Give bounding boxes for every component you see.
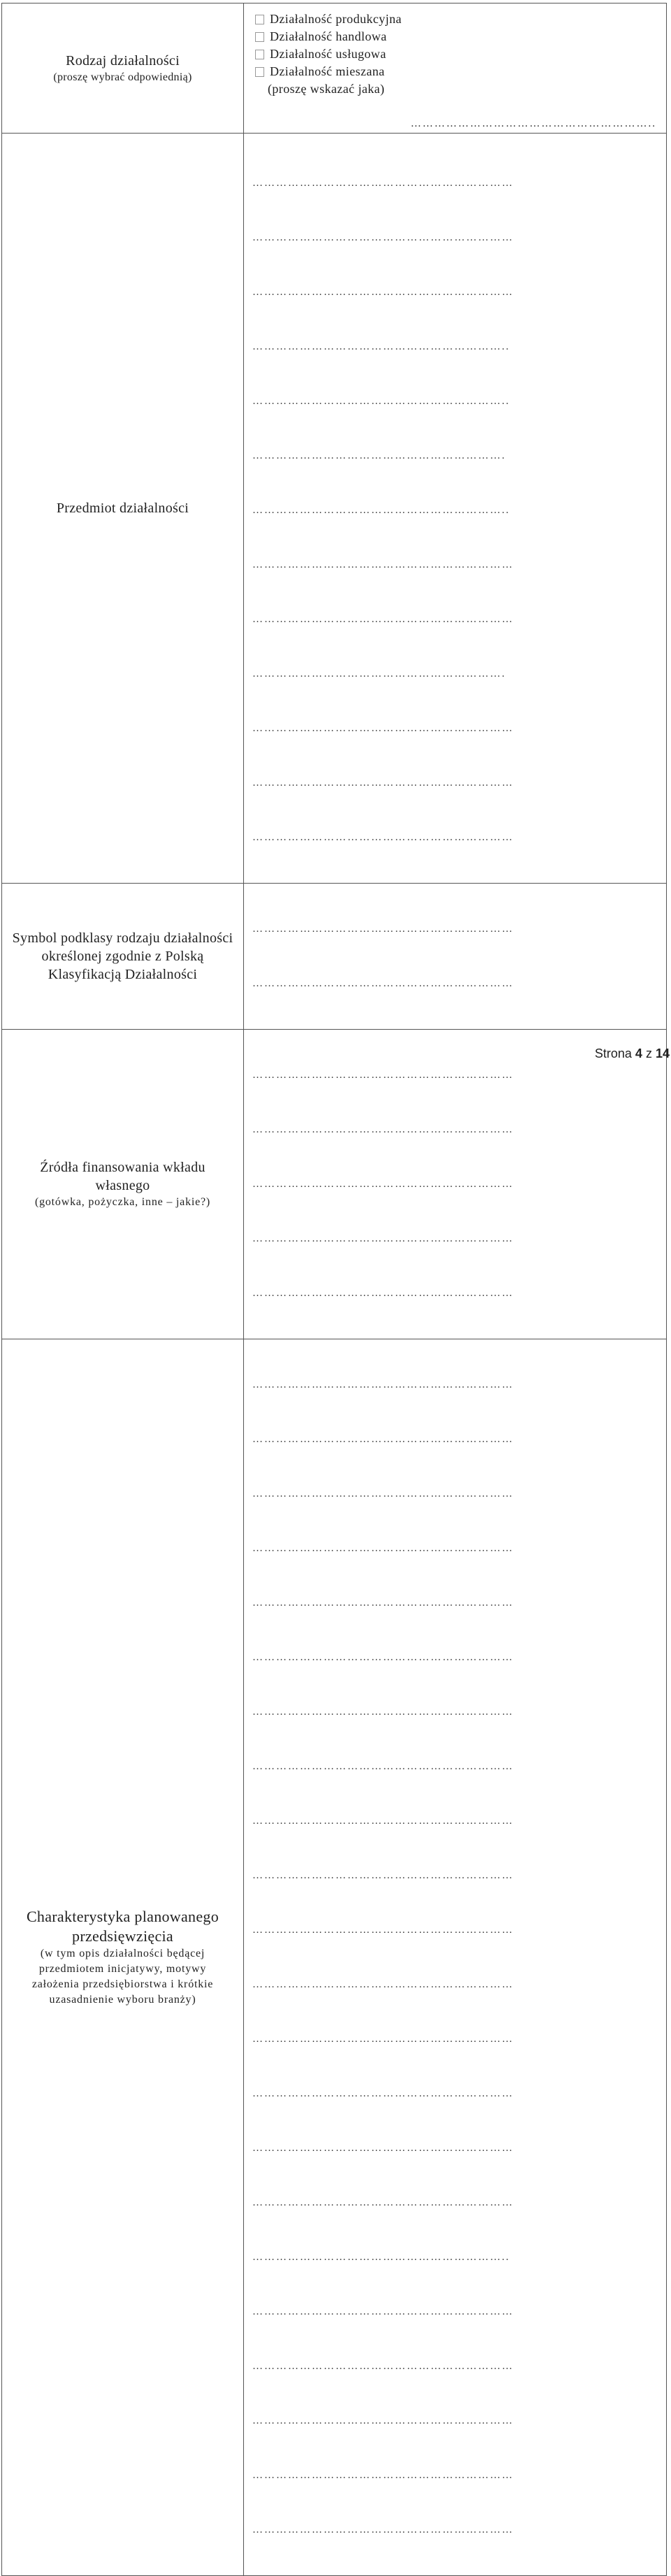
fill-line: ………………………………………………………… bbox=[252, 1597, 514, 1609]
row-zrodla bbox=[2, 1030, 667, 1339]
fill-line: ………………………………………………………… bbox=[252, 2197, 514, 2208]
checkbox-icon[interactable] bbox=[255, 50, 264, 59]
fill-line: ………………………………………………………… bbox=[252, 559, 514, 570]
option-label: Działalność usługowa bbox=[270, 47, 387, 61]
business-form-table bbox=[1, 3, 667, 2576]
fill-line: ………………………………………………………… bbox=[252, 2143, 514, 2154]
fill-line: ………………………………………………………… bbox=[252, 923, 514, 935]
checkbox-icon[interactable] bbox=[255, 32, 264, 42]
label-cell-zrodla bbox=[2, 1030, 244, 1339]
option-label: Działalność handlowa bbox=[270, 29, 387, 43]
option-handlowa[interactable] bbox=[255, 28, 666, 45]
row-rodzaj bbox=[2, 3, 667, 134]
fill-line: ……………………………………………………….. bbox=[252, 341, 510, 352]
fill-line: ………………………………………………………… bbox=[252, 1979, 514, 1990]
current-page: 4 bbox=[635, 1046, 642, 1060]
label-cell-rodzaj bbox=[2, 3, 244, 134]
fill-line: ………………………………………………………… bbox=[252, 723, 514, 734]
label-cell-symbol bbox=[2, 884, 244, 1030]
option-produkcyjna[interactable] bbox=[255, 10, 666, 28]
fill-line: ………………………………………………………… bbox=[252, 614, 514, 625]
fill-line: ……………………………………………………….. bbox=[252, 505, 510, 516]
fill-line: ………………………………………………………… bbox=[252, 1233, 514, 1244]
fill-line: ………………………………………………………… bbox=[252, 1070, 514, 1081]
fill-line: ………………………………………………………… bbox=[252, 2361, 514, 2372]
zrodla-title: Źródła finansowania wkładu własnego bbox=[40, 1160, 205, 1193]
fill-line: ………………………………………………………… bbox=[252, 2524, 514, 2535]
fill-line: ……………………………………………………….. bbox=[252, 396, 510, 407]
rodzaj-subtitle: (proszę wybrać odpowiednią) bbox=[53, 71, 192, 83]
label-cell-charakterystyka bbox=[2, 1339, 244, 2576]
fill-line: ……………………………………………………….. bbox=[252, 2252, 510, 2263]
checkbox-icon[interactable] bbox=[255, 15, 264, 24]
rodzaj-title: Rodzaj działalności bbox=[66, 52, 180, 69]
row-symbol bbox=[2, 884, 667, 1030]
rodzaj-fill-line[interactable]: …………………………………………………….. bbox=[410, 118, 656, 129]
fill-line: ………………………………………………………… bbox=[252, 232, 514, 243]
fill-cell-przedmiot[interactable] bbox=[244, 134, 667, 884]
przedmiot-title: Przedmiot działalności bbox=[56, 501, 189, 516]
total-pages: 14 bbox=[655, 1046, 670, 1060]
fill-line: ………………………………………………………… bbox=[252, 2470, 514, 2481]
zrodla-lines bbox=[244, 1030, 666, 1339]
fill-line: ………………………………………………………… bbox=[252, 1124, 514, 1135]
fill-line: ………………………………………………………… bbox=[252, 777, 514, 789]
option-label: Działalność produkcyjna bbox=[270, 12, 402, 26]
fill-line: ………………………………………………………… bbox=[252, 2415, 514, 2426]
fill-line: ………………………………………………………… bbox=[252, 2034, 514, 2045]
przedmiot-lines bbox=[244, 134, 666, 883]
fill-line: ………………………………………………………… bbox=[252, 1179, 514, 1190]
fill-line: ………………………………………………………… bbox=[252, 832, 514, 843]
charakterystyka-lines bbox=[244, 1339, 666, 2575]
fill-line: ………………………………………………………… bbox=[252, 1924, 514, 1936]
option-uslugowa[interactable] bbox=[255, 45, 666, 63]
fill-line: ………………………………………………………. bbox=[252, 450, 506, 461]
row-charakterystyka bbox=[2, 1339, 667, 2576]
zrodla-subtitle: (gotówka, pożyczka, inne – jakie?) bbox=[34, 1196, 211, 1208]
fill-line: ………………………………………………………… bbox=[252, 1870, 514, 1881]
fill-line: ………………………………………………………… bbox=[252, 1379, 514, 1390]
page-number bbox=[595, 1046, 670, 1061]
fill-line: ………………………………………………………… bbox=[252, 1488, 514, 1499]
fill-line: ………………………………………………………… bbox=[252, 1652, 514, 1663]
fill-line: ………………………………………………………… bbox=[252, 1815, 514, 1827]
fill-line: ………………………………………………………. bbox=[252, 668, 506, 679]
options-cell-rodzaj bbox=[244, 3, 667, 134]
fill-line: ………………………………………………………… bbox=[252, 287, 514, 298]
label-cell-przedmiot bbox=[2, 134, 244, 884]
fill-line: ………………………………………………………… bbox=[252, 1288, 514, 1299]
fill-cell-zrodla[interactable] bbox=[244, 1030, 667, 1339]
option-note: (proszę wskazać jaka) bbox=[268, 82, 385, 96]
fill-cell-symbol[interactable] bbox=[244, 884, 667, 1030]
fill-cell-charakterystyka[interactable] bbox=[244, 1339, 667, 2576]
fill-line: ………………………………………………………… bbox=[252, 978, 514, 989]
fill-line: ………………………………………………………… bbox=[252, 1706, 514, 1718]
option-label: Działalność mieszana bbox=[270, 64, 385, 78]
checkbox-icon[interactable] bbox=[255, 67, 264, 77]
symbol-lines bbox=[244, 884, 666, 1029]
page-of: z bbox=[645, 1046, 652, 1060]
fill-line: ………………………………………………………… bbox=[252, 1543, 514, 1554]
page-prefix: Strona bbox=[594, 1046, 632, 1060]
fill-line: ………………………………………………………… bbox=[252, 178, 514, 189]
fill-line: ………………………………………………………… bbox=[252, 2306, 514, 2317]
charakterystyka-title: Charakterystyka planowanego przedsięwzięcia bbox=[26, 1908, 219, 1945]
charakterystyka-subtitle: (w tym opis działalności będącej przedmiotem inicjatywy, motywy założenia przedsiębiorstwa i krótkie uzasadnienie wyboru branży) bbox=[31, 1948, 214, 2006]
fill-line: ………………………………………………………… bbox=[252, 1761, 514, 1772]
fill-line: ………………………………………………………… bbox=[252, 2088, 514, 2099]
symbol-title: Symbol podklasy rodzaju działalności określonej zgodnie z Polską Klasyfikacją Działalności bbox=[12, 930, 233, 982]
option-mieszana[interactable] bbox=[255, 63, 666, 80]
row-przedmiot bbox=[2, 134, 667, 884]
fill-line: ………………………………………………………… bbox=[252, 1434, 514, 1445]
